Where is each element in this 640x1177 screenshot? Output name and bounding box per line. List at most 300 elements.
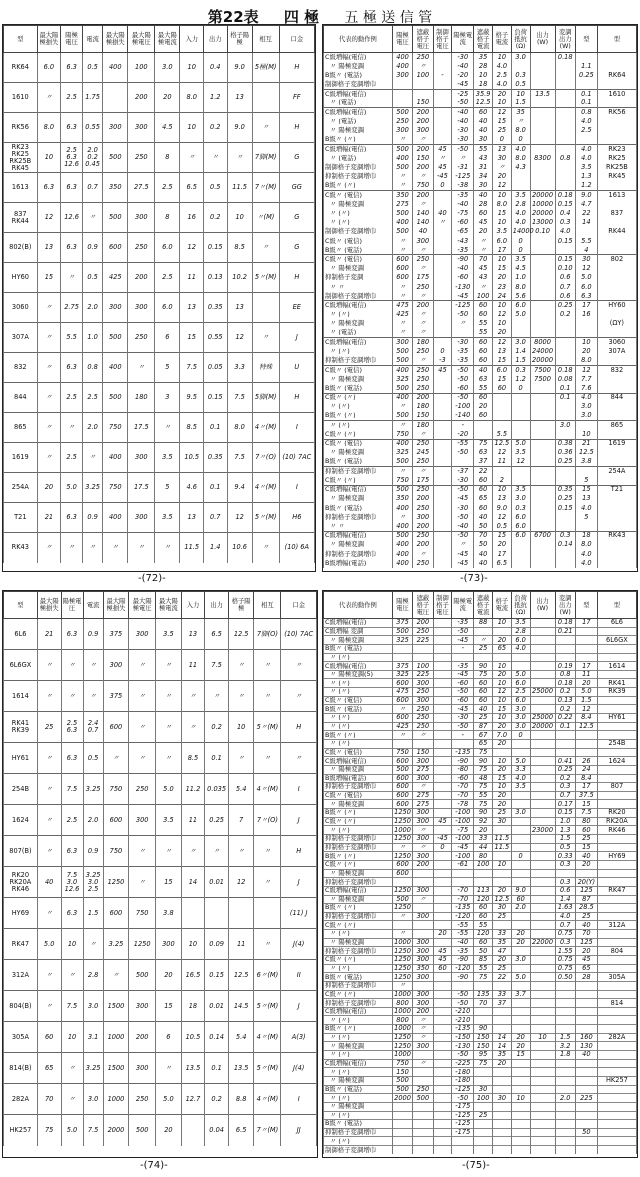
value-cell: 20 bbox=[493, 636, 512, 645]
value-cell bbox=[530, 62, 555, 71]
spec-table bbox=[323, 591, 637, 1154]
value-cell bbox=[511, 999, 530, 1008]
value-cell: 10 bbox=[493, 783, 512, 792]
value-cell: 200 bbox=[413, 301, 433, 310]
table-row bbox=[324, 191, 637, 200]
value-cell: 300 bbox=[103, 113, 128, 143]
table-row bbox=[324, 1016, 637, 1025]
value-cell: 100 bbox=[474, 1094, 493, 1103]
value-cell bbox=[530, 852, 555, 861]
table-row bbox=[324, 783, 637, 792]
value-cell: 〃 bbox=[392, 402, 412, 411]
table-row bbox=[324, 559, 637, 568]
table-row bbox=[324, 955, 637, 964]
value-cell bbox=[433, 264, 452, 273]
tube-type-cell bbox=[597, 912, 636, 921]
table-row bbox=[324, 513, 637, 522]
value-cell: 45 bbox=[433, 947, 452, 956]
value-cell: 3.7 bbox=[511, 990, 530, 999]
value-cell: 7500 bbox=[530, 365, 555, 374]
value-cell: 〃 bbox=[205, 836, 229, 867]
value-cell: -45 bbox=[452, 636, 474, 645]
value-cell: 5.0 bbox=[511, 310, 530, 319]
table-row bbox=[324, 878, 637, 887]
value-cell: 6.0 bbox=[493, 365, 512, 374]
table-row bbox=[4, 203, 315, 233]
value-cell: -125 bbox=[452, 301, 474, 310]
value-cell bbox=[530, 670, 555, 679]
operation-cell: 〃 陽極変調 bbox=[324, 1042, 393, 1051]
value-cell: 180 bbox=[128, 383, 155, 413]
value-cell: -50 bbox=[452, 999, 474, 1008]
value-cell: 10 bbox=[227, 203, 252, 233]
operation-cell: 〃 陽極変調 bbox=[324, 62, 393, 71]
value-cell: 300 bbox=[413, 774, 433, 783]
value-cell bbox=[413, 1111, 433, 1120]
value-cell bbox=[530, 476, 555, 485]
value-cell: 250 bbox=[413, 722, 433, 731]
value-cell: 12 bbox=[37, 203, 61, 233]
tube-type-cell bbox=[597, 522, 636, 531]
value-cell: H bbox=[279, 53, 314, 83]
table-row bbox=[324, 80, 637, 89]
value-cell bbox=[493, 653, 512, 662]
value-cell bbox=[530, 99, 555, 108]
tube-kind: 四 極 bbox=[283, 8, 320, 26]
operation-cell: C級〃 (電信) bbox=[324, 696, 393, 705]
value-cell: 250 bbox=[413, 283, 433, 292]
operation-cell: 〃 (〃) bbox=[324, 826, 393, 835]
value-cell: 5〃(M) bbox=[254, 1053, 281, 1084]
value-cell: 20 bbox=[575, 347, 597, 356]
value-cell bbox=[433, 860, 452, 869]
table-row bbox=[324, 1128, 637, 1137]
value-cell: 55 bbox=[474, 384, 493, 393]
value-cell bbox=[575, 467, 597, 476]
value-cell bbox=[474, 1102, 493, 1111]
value-cell: 5.0 bbox=[61, 1115, 83, 1146]
value-cell: 2.0 bbox=[555, 1094, 575, 1103]
value-cell bbox=[433, 522, 452, 531]
tube-type-cell bbox=[597, 938, 636, 947]
value-cell bbox=[392, 89, 412, 98]
value-cell bbox=[530, 457, 555, 466]
value-cell: 25000 bbox=[530, 714, 555, 723]
value-cell bbox=[511, 319, 530, 328]
tube-type-cell: 814(B) bbox=[4, 1053, 38, 1084]
value-cell: -90 bbox=[452, 255, 474, 264]
value-cell: -40 bbox=[452, 264, 474, 273]
operation-cell: B級〃 (〃) bbox=[324, 1025, 393, 1034]
value-cell bbox=[413, 1120, 433, 1129]
value-cell: 6.5 bbox=[493, 559, 512, 568]
value-cell: 0 bbox=[511, 852, 530, 861]
tube-type-cell: 1610 bbox=[4, 83, 38, 113]
value-cell bbox=[575, 636, 597, 645]
value-cell: 5極(M) bbox=[252, 53, 279, 83]
value-cell: 3.25 3.0 2.5 bbox=[83, 867, 103, 898]
value-cell bbox=[530, 181, 555, 190]
value-cell bbox=[530, 559, 555, 568]
operation-cell: C級増幅(電信) bbox=[324, 619, 393, 628]
table-row bbox=[324, 619, 637, 628]
value-cell: 300 bbox=[129, 619, 156, 650]
value-cell: 〃 bbox=[392, 467, 412, 476]
value-cell: 8 bbox=[155, 143, 180, 173]
value-cell: 3.0 bbox=[83, 991, 103, 1022]
value-cell: 0.7 bbox=[555, 283, 575, 292]
tube-type-cell bbox=[597, 774, 636, 783]
operation-cell: C級〃 (〃) bbox=[324, 990, 393, 999]
value-cell bbox=[433, 757, 452, 766]
value-cell: 〃 bbox=[392, 930, 412, 939]
tube-type-cell: 3060 bbox=[597, 338, 636, 347]
value-cell: 10 bbox=[493, 860, 512, 869]
tube-type-cell: 307A bbox=[597, 347, 636, 356]
value-cell: -20 bbox=[452, 71, 474, 80]
tube-type-cell bbox=[597, 869, 636, 878]
value-cell: 10 bbox=[493, 191, 512, 200]
header-row bbox=[324, 592, 637, 619]
value-cell: 12.5 bbox=[575, 722, 597, 731]
value-cell: 200 bbox=[413, 619, 433, 628]
value-cell: 8000 bbox=[530, 338, 555, 347]
value-cell bbox=[493, 1111, 512, 1120]
value-cell bbox=[413, 89, 433, 98]
value-cell: 0.8 bbox=[555, 154, 575, 163]
tube-type-cell bbox=[597, 329, 636, 338]
tube-type-cell bbox=[597, 1146, 636, 1155]
tube-type-cell bbox=[597, 135, 636, 144]
panel-72 bbox=[2, 24, 316, 572]
value-cell: -50 bbox=[452, 531, 474, 540]
value-cell: 〃 bbox=[413, 1016, 433, 1025]
tube-type-cell: RK23 bbox=[597, 145, 636, 154]
table-row bbox=[324, 540, 637, 549]
value-cell: 〃 bbox=[83, 533, 103, 563]
value-cell: 10 bbox=[180, 113, 204, 143]
value-cell: 1250 bbox=[394, 851, 411, 860]
value-cell: 0.25 bbox=[555, 765, 575, 774]
tube-type-cell bbox=[597, 1102, 636, 1111]
value-cell: 2.8 bbox=[511, 200, 530, 209]
value-cell bbox=[511, 559, 530, 568]
tube-type-cell bbox=[597, 494, 636, 503]
value-cell bbox=[493, 1102, 512, 1111]
value-cell: 0.6 bbox=[555, 292, 575, 301]
value-cell bbox=[433, 619, 452, 628]
value-cell: 〃 bbox=[129, 743, 156, 774]
value-cell: 〃 bbox=[413, 200, 433, 209]
value-cell: 8.0 bbox=[575, 540, 597, 549]
operation-cell: C級増幅(電信) bbox=[324, 108, 393, 117]
value-cell: 12 bbox=[493, 338, 512, 347]
tube-type-cell: RK43 bbox=[597, 531, 636, 540]
value-cell: 0 bbox=[511, 135, 530, 144]
value-cell: 18 bbox=[474, 80, 493, 89]
spec-table bbox=[3, 591, 317, 1146]
value-cell: 140 bbox=[413, 218, 433, 227]
value-cell: 3.5 bbox=[156, 619, 181, 650]
value-cell: 60 bbox=[474, 347, 493, 356]
value-cell: 10 bbox=[493, 757, 512, 766]
value-cell: 〃 bbox=[61, 533, 83, 563]
tube-type-cell: 6L6GX bbox=[4, 650, 38, 681]
operation-cell: C級増幅(電信) bbox=[324, 886, 393, 895]
tube-type-cell: RK47 bbox=[4, 929, 38, 960]
table-row bbox=[324, 1059, 637, 1068]
value-cell: 250 bbox=[413, 439, 433, 448]
value-cell: 1250 bbox=[394, 972, 411, 981]
value-cell: 14000 bbox=[512, 227, 534, 236]
operation-cell: 制御格子変調増巾 bbox=[324, 163, 393, 172]
value-cell bbox=[413, 921, 433, 930]
value-cell bbox=[433, 878, 452, 887]
value-cell: 0 bbox=[511, 237, 530, 246]
value-cell bbox=[555, 1076, 575, 1085]
value-cell: 60 bbox=[493, 384, 512, 393]
value-cell: 300 bbox=[413, 947, 433, 956]
value-cell: 1.5 bbox=[511, 99, 530, 108]
operation-cell: 〃 (〃) bbox=[324, 1111, 393, 1120]
value-cell: 40 bbox=[37, 867, 61, 898]
value-cell: 200 bbox=[413, 393, 433, 402]
table-row bbox=[4, 805, 317, 836]
column-header: 出力 bbox=[205, 592, 229, 619]
value-cell: -50 bbox=[452, 310, 474, 319]
value-cell bbox=[555, 1102, 575, 1111]
tube-type-cell: 1624 bbox=[4, 805, 38, 836]
value-cell: 6.5 bbox=[228, 1115, 253, 1146]
tube-type-cell bbox=[597, 670, 636, 679]
table-row bbox=[324, 990, 637, 999]
table-row bbox=[324, 126, 637, 135]
value-cell: 0.17 bbox=[555, 800, 575, 809]
value-cell: 120 bbox=[474, 930, 493, 939]
value-cell: 100 bbox=[128, 53, 155, 83]
table-row bbox=[324, 430, 637, 439]
tube-type-cell bbox=[597, 237, 636, 246]
value-cell: 6.3 bbox=[61, 233, 83, 263]
table-row bbox=[4, 681, 317, 712]
value-cell bbox=[493, 393, 512, 402]
value-cell: 0.5 bbox=[555, 843, 575, 852]
value-cell: 4.6 bbox=[180, 473, 204, 503]
value-cell: 25 bbox=[575, 912, 597, 921]
value-cell bbox=[530, 869, 555, 878]
operation-cell: 〃 (電話) bbox=[324, 117, 393, 126]
value-cell: -45 bbox=[452, 292, 474, 301]
value-cell bbox=[511, 1068, 530, 1077]
value-cell: 200 bbox=[413, 1007, 433, 1016]
table-row bbox=[324, 209, 637, 218]
value-cell: 21 bbox=[37, 619, 61, 650]
value-cell: 1.2 bbox=[511, 375, 530, 384]
value-cell: 0.3 bbox=[511, 365, 530, 374]
value-cell bbox=[530, 80, 555, 89]
value-cell bbox=[433, 990, 452, 999]
value-cell bbox=[530, 757, 555, 766]
value-cell: 70 bbox=[474, 999, 493, 1008]
value-cell: 〃 bbox=[83, 929, 103, 960]
value-cell bbox=[555, 319, 575, 328]
value-cell: 425 bbox=[103, 263, 128, 293]
value-cell bbox=[530, 1051, 555, 1060]
value-cell: -130 bbox=[452, 283, 474, 292]
value-cell: 〃 bbox=[413, 172, 433, 181]
value-cell: 40 bbox=[575, 921, 597, 930]
value-cell: 12 bbox=[575, 365, 597, 374]
operation-cell: 〃 〃 bbox=[324, 283, 393, 292]
value-cell: 1250 bbox=[394, 817, 411, 826]
value-cell: 〃 bbox=[180, 143, 204, 173]
value-cell bbox=[530, 255, 555, 264]
value-cell: G bbox=[279, 143, 314, 173]
value-cell bbox=[530, 246, 555, 255]
value-cell: 12 bbox=[575, 705, 597, 714]
tube-type-cell bbox=[597, 375, 636, 384]
value-cell: 1.2 bbox=[575, 181, 597, 190]
value-cell: 350 bbox=[413, 964, 433, 973]
value-cell bbox=[181, 1115, 205, 1146]
operation-cell: B級〃 (〃) bbox=[324, 731, 393, 740]
value-cell: 4.0 bbox=[575, 145, 597, 154]
value-cell: 1.8 bbox=[555, 1051, 575, 1060]
value-cell: 13.5 bbox=[228, 1053, 253, 1084]
value-cell: 500 bbox=[103, 383, 128, 413]
value-cell: 25 bbox=[493, 964, 512, 973]
value-cell bbox=[413, 644, 433, 653]
tube-type-cell: 305A bbox=[4, 1022, 38, 1053]
value-cell: 300 bbox=[156, 929, 181, 960]
value-cell: 45 bbox=[474, 218, 493, 227]
table-row bbox=[324, 791, 637, 800]
value-cell bbox=[433, 912, 452, 921]
column-header: 最大陽極損失 bbox=[103, 26, 128, 53]
value-cell: 250 bbox=[413, 1085, 433, 1094]
column-header: 制御格子電圧 bbox=[433, 592, 452, 619]
value-cell: 350 bbox=[103, 173, 128, 203]
value-cell: 13 bbox=[493, 494, 512, 503]
column-header: 最大陽極損失 bbox=[37, 592, 61, 619]
value-cell: 25 bbox=[575, 835, 597, 844]
value-cell: 1.5 bbox=[511, 356, 530, 365]
value-cell: 0.15 bbox=[555, 237, 575, 246]
value-cell: 7.5 bbox=[180, 353, 204, 383]
table-row bbox=[4, 533, 315, 563]
value-cell bbox=[530, 172, 555, 181]
value-cell bbox=[511, 739, 530, 748]
value-cell bbox=[511, 329, 530, 338]
value-cell: 24000 bbox=[530, 347, 555, 356]
table-row bbox=[324, 356, 637, 365]
value-cell: 27.5 bbox=[128, 173, 155, 203]
value-cell bbox=[530, 292, 555, 301]
value-cell: 0.2 bbox=[555, 774, 575, 783]
value-cell: 75 bbox=[474, 783, 493, 792]
value-cell: 100 bbox=[413, 71, 433, 80]
value-cell: 8.0 bbox=[575, 356, 597, 365]
value-cell: 〃 bbox=[413, 1025, 433, 1034]
value-cell: 275 bbox=[413, 791, 433, 800]
value-cell bbox=[413, 1137, 433, 1146]
value-cell bbox=[433, 89, 452, 98]
value-cell: 250 bbox=[413, 53, 433, 62]
value-cell bbox=[575, 999, 597, 1008]
value-cell bbox=[530, 627, 555, 636]
value-cell: 400 bbox=[392, 559, 412, 568]
value-cell bbox=[433, 791, 452, 800]
value-cell bbox=[493, 869, 512, 878]
value-cell: 6.5 bbox=[205, 619, 229, 650]
value-cell: 65 bbox=[493, 644, 512, 653]
value-cell bbox=[530, 955, 555, 964]
value-cell: 40 bbox=[474, 549, 493, 558]
table-row bbox=[324, 843, 637, 852]
value-cell bbox=[433, 869, 452, 878]
value-cell bbox=[433, 80, 452, 89]
value-cell: -140 bbox=[452, 411, 474, 420]
value-cell bbox=[555, 126, 575, 135]
value-cell: 2.5 bbox=[61, 805, 83, 836]
value-cell bbox=[493, 1120, 512, 1129]
operation-cell: 〃 陽極変調 bbox=[324, 938, 393, 947]
value-cell: (10) 7AC bbox=[281, 619, 317, 650]
value-cell: 5.5 bbox=[575, 237, 597, 246]
value-cell: 1.0 bbox=[555, 817, 575, 826]
value-cell: 55 bbox=[474, 964, 493, 973]
value-cell bbox=[474, 1137, 493, 1146]
value-cell: 〃 bbox=[103, 533, 128, 563]
value-cell bbox=[530, 878, 555, 887]
value-cell: 4.0 bbox=[493, 80, 512, 89]
value-cell bbox=[555, 731, 575, 740]
value-cell: 250 bbox=[413, 688, 433, 697]
value-cell: -50 bbox=[452, 145, 474, 154]
operation-cell: 〃 陽極変調 bbox=[324, 319, 393, 328]
value-cell: 15 bbox=[493, 356, 512, 365]
value-cell: 0.25 bbox=[555, 457, 575, 466]
operation-cell: 〃 陽極変調 bbox=[324, 375, 393, 384]
value-cell: 1000 bbox=[394, 989, 411, 998]
operation-cell: C級〃 (〃) bbox=[324, 430, 393, 439]
value-cell: 10 bbox=[493, 662, 512, 671]
value-cell bbox=[433, 273, 452, 282]
table-row bbox=[324, 1102, 637, 1111]
value-cell: -135 bbox=[452, 904, 474, 913]
value-cell bbox=[530, 809, 555, 818]
value-cell: 30 bbox=[474, 135, 493, 144]
tube-type-cell bbox=[597, 1085, 636, 1094]
value-cell: 6 bbox=[155, 323, 180, 353]
value-cell: 7.0 bbox=[493, 731, 512, 740]
value-cell: 750 bbox=[103, 473, 128, 503]
value-cell bbox=[511, 1085, 530, 1094]
value-cell bbox=[433, 1033, 452, 1042]
value-cell bbox=[530, 990, 555, 999]
value-cell: 〃 bbox=[37, 443, 61, 473]
value-cell: -50 bbox=[452, 1094, 474, 1103]
value-cell: 425 bbox=[392, 310, 412, 319]
value-cell bbox=[433, 485, 452, 494]
value-cell: 3.1 bbox=[83, 1022, 103, 1053]
column-header: 遮蔽格子電流 bbox=[474, 592, 493, 619]
value-cell bbox=[511, 921, 530, 930]
value-cell bbox=[433, 476, 452, 485]
value-cell: 14.5 bbox=[228, 991, 253, 1022]
value-cell: 0.15 bbox=[205, 960, 229, 991]
value-cell: 175 bbox=[413, 476, 433, 485]
